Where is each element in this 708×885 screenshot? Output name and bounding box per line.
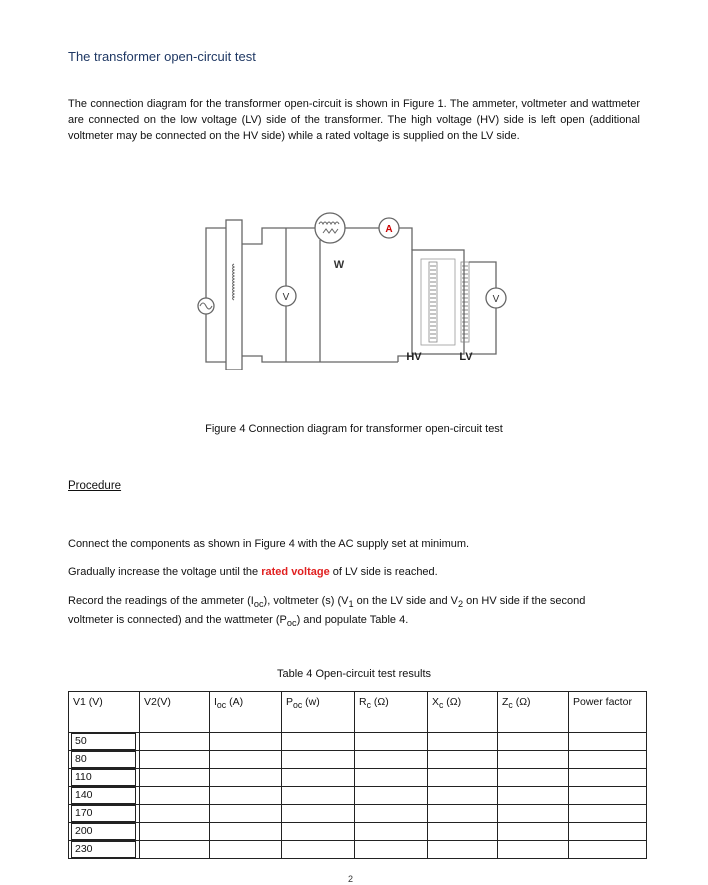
v1-cell — [69, 751, 140, 769]
v1-value: 170 — [71, 805, 136, 822]
empty-cell[interactable] — [428, 769, 498, 787]
table-row — [69, 823, 647, 841]
empty-cell[interactable] — [498, 733, 569, 751]
empty-cell[interactable] — [282, 841, 355, 859]
transformer-core — [412, 250, 464, 354]
empty-cell[interactable] — [355, 805, 428, 823]
v1-cell — [69, 787, 140, 805]
empty-cell[interactable] — [140, 751, 210, 769]
header-rc: $R_c$ (Ω) — [355, 692, 428, 733]
connection-diagram — [186, 206, 516, 370]
empty-cell[interactable] — [140, 823, 210, 841]
v1-value: 50 — [71, 733, 136, 750]
empty-cell[interactable] — [355, 751, 428, 769]
figure-caption: Figure 4 Connection diagram for transformer open-circuit test — [205, 423, 503, 435]
empty-cell[interactable] — [428, 733, 498, 751]
empty-cell[interactable] — [282, 805, 355, 823]
source-wire-bottom — [206, 314, 226, 362]
empty-cell[interactable] — [140, 769, 210, 787]
source-wire-top — [206, 228, 226, 298]
page-mark: 2 — [348, 874, 354, 884]
empty-cell[interactable] — [498, 841, 569, 859]
empty-cell[interactable] — [428, 823, 498, 841]
intro-paragraph: The connection diagram for the transformer open-circuit is shown in Figure 1. The ammeter, voltmeter and wattmeter are connected on the low voltage (LV) side of the transformer. The high voltage (HV) side is left open (additional voltmeter may be connected on the HV side) while a rated voltage is supplied on the LV side. — [68, 98, 640, 142]
empty-cell[interactable] — [428, 841, 498, 859]
empty-cell[interactable] — [282, 733, 355, 751]
table-row — [69, 805, 647, 823]
empty-cell[interactable] — [210, 841, 282, 859]
v1-cell — [69, 841, 140, 859]
voltmeter-lv-label: V — [282, 292, 290, 303]
empty-cell[interactable] — [498, 787, 569, 805]
table-row — [69, 841, 647, 859]
v1-cell — [69, 733, 140, 751]
header-zc: $Z_c$ (Ω) — [498, 692, 569, 733]
table-row — [69, 787, 647, 805]
empty-cell[interactable] — [282, 751, 355, 769]
empty-cell[interactable] — [140, 805, 210, 823]
empty-cell[interactable] — [282, 823, 355, 841]
empty-cell[interactable] — [569, 823, 647, 841]
empty-cell[interactable] — [428, 787, 498, 805]
empty-cell[interactable] — [140, 733, 210, 751]
empty-cell[interactable] — [498, 751, 569, 769]
table-header-row — [69, 692, 647, 733]
variac-output-top — [242, 228, 311, 244]
empty-cell[interactable] — [569, 805, 647, 823]
empty-cell[interactable] — [355, 733, 428, 751]
v1-cell — [69, 769, 140, 787]
empty-cell[interactable] — [355, 841, 428, 859]
v1-cell — [69, 823, 140, 841]
lv-label: LV — [459, 351, 473, 363]
empty-cell[interactable] — [210, 787, 282, 805]
header-poc: $P_{oc}$ (w) — [282, 692, 355, 733]
v1-value: 80 — [71, 751, 136, 768]
wattmeter-label: W — [333, 259, 345, 271]
header-power-factor: Power factor — [569, 692, 647, 733]
empty-cell[interactable] — [210, 769, 282, 787]
results-table — [68, 691, 647, 859]
header-xc: $X_c$ (Ω) — [428, 692, 498, 733]
v1-value: 200 — [71, 823, 136, 840]
table-row — [69, 751, 647, 769]
ammeter-label: A — [385, 224, 393, 235]
empty-cell[interactable] — [569, 733, 647, 751]
empty-cell[interactable] — [498, 769, 569, 787]
procedure-step-1: Connect the components as shown in Figure 4 with the AC supply set at minimum. — [68, 538, 470, 550]
header-v1: V1 (V) — [69, 692, 140, 733]
v1-value: 110 — [71, 769, 136, 786]
empty-cell[interactable] — [140, 841, 210, 859]
empty-cell[interactable] — [498, 805, 569, 823]
rated-voltage-highlight: rated voltage — [261, 566, 330, 578]
empty-cell[interactable] — [282, 769, 355, 787]
header-ioc: $I_{oc}$ (A) — [210, 692, 282, 733]
v1-value: 140 — [71, 787, 136, 804]
empty-cell[interactable] — [569, 841, 647, 859]
procedure-heading: Procedure — [68, 480, 122, 492]
wattmeter-icon — [315, 213, 345, 243]
hv-label: HV — [406, 351, 422, 363]
procedure-step-2: Gradually increase the voltage until the rated voltage of LV side is reached. — [68, 566, 438, 578]
empty-cell[interactable] — [140, 787, 210, 805]
empty-cell[interactable] — [282, 787, 355, 805]
empty-cell[interactable] — [210, 733, 282, 751]
empty-cell[interactable] — [355, 769, 428, 787]
v1-cell — [69, 805, 140, 823]
table-row — [69, 769, 647, 787]
page-title: The transformer open-circuit test — [68, 49, 256, 64]
empty-cell[interactable] — [569, 787, 647, 805]
variac — [226, 220, 242, 370]
empty-cell[interactable] — [569, 751, 647, 769]
empty-cell[interactable] — [498, 823, 569, 841]
header-v2: V2(V) — [140, 692, 210, 733]
empty-cell[interactable] — [210, 805, 282, 823]
empty-cell[interactable] — [355, 823, 428, 841]
empty-cell[interactable] — [569, 769, 647, 787]
empty-cell[interactable] — [428, 805, 498, 823]
empty-cell[interactable] — [210, 823, 282, 841]
procedure-step-3: Record the readings of the ammeter $(I_{oc})$, voltmeter (s) ($V_1$ on the LV side and $V_2$ on HV side if the second voltmeter is connected) and the wattmeter $(P_{oc})$ and populate Table 4. — [68, 595, 586, 629]
empty-cell[interactable] — [355, 787, 428, 805]
voltmeter-hv-label: V — [492, 294, 500, 305]
table-row — [69, 733, 647, 751]
empty-cell[interactable] — [210, 751, 282, 769]
table-caption: Table 4 Open-circuit test results — [276, 668, 432, 680]
v1-value: 230 — [71, 841, 136, 858]
empty-cell[interactable] — [428, 751, 498, 769]
